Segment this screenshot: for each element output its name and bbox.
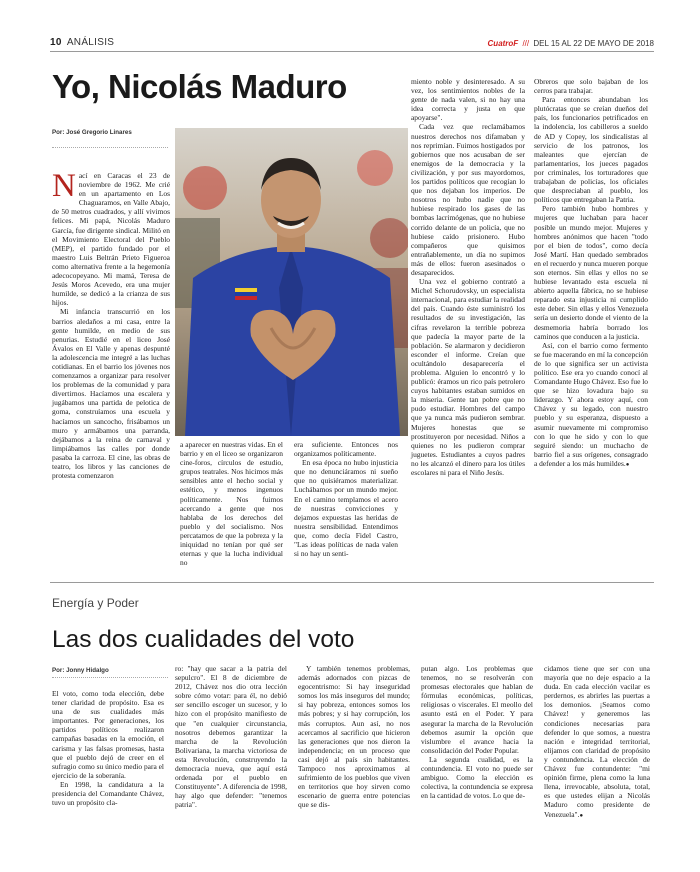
article2-column-4	[421, 664, 533, 800]
end-mark: ●	[579, 812, 584, 819]
article-column-4	[411, 77, 525, 477]
article2-column-2	[175, 664, 287, 810]
article-title: Yo, Nicolás Maduro	[52, 68, 347, 105]
header-slashes: ///	[522, 39, 530, 48]
paragraph: ro: "hay que sacar a la patria del sepulcro". El 8 de diciembre de 2012, Chávez nos dio otra lección sobre cómo votar: para él, no debió ser sencillo escoger un sucesor, y lo hizo con el propósito manifiesto de que "en cualquier circunstancia, nosotros debemos garantizar la marcha de la Revolución Bolivariana, la marcha victoriosa de esta Revolución, construyendo la democracia nueva, que aquí está ordenada por el pueblo en Constituyente". A diferencia de 1998, hay algo que defender: "tenemos patria".	[175, 664, 287, 810]
photo-illustration	[175, 128, 408, 436]
newspaper-logo: CuatroF	[487, 39, 519, 48]
article2-column-5	[544, 664, 650, 821]
paragraph: Una vez el gobierno contrató a Michel Schorudovsky, un especialista internacional, para estudiar la realidad del país. Cuando éste suministró los resultados de su investigación, las cifras revelaron la terrible pobreza que padecía la mayor parte de la población. Se alarmaron y decidieron esconder el informe. Creían que ocultándolo desaparecería el problema. Alguien lo encontró y lo publicó: éramos un rico país petrolero cuyos habitantes estaban sumidos en la miseria. Gente tan pobre que no pudo estudiar. Hombres del campo que ya nunca más pudieron sembrar. Mujeres honestas que se prostituyeron por necesidad. Niños a quienes no les pudieron comprar juguetes. Estudiantes a cuyos padres no les alcanzó el dinero para los útiles escolares ni para el Niño Jesús.	[411, 277, 525, 478]
article-column-5	[534, 77, 648, 470]
paragraph: putan algo. Los problemas que tenemos, no se resolverán con promesas electorales que hablan de fórmulas económicas, políticas, religiosas o viscerales. El meollo del asunto está en el Poder. Y para asegurar la marcha de la Revolución debemos asumir la opción que vislumbre el avance hacia la consolidación del Poder Popular.	[421, 664, 533, 755]
section-separator	[50, 582, 654, 583]
header-rule	[50, 51, 654, 52]
paragraph: Mi infancia transcurrió en los barrios aledaños a mi casa, entre la gente humilde, en medio de sus penurias. Estudié en el liceo José Ávalos en El Valle y apenas despunté la adolescencia me integré a las luchas cotidianas. En el barrio los jóvenes nos comenzamos a organizar para resolver los problemas de la comunidad y para divertirnos. Hacíamos una escalera y jugábamos una partida de pelotica de goma, construíamos una escuela y hacíamos un sancocho, frisábamos un muro y armábamos una parranda, dejábamos a la reina de carnaval y limpiábamos las calles por donde pasaba la carroza. El cine, las obras de teatro, los libros y las canciones de protesta comenzaron	[52, 307, 170, 481]
paragraph: Pero también hubo hombres y mujeres que luchaban para hacer posible un mundo mejor. Mujeres y hombres anónimos que hacen "todo por el bien de todos", como decía José Martí. Han quedado sembrados en el recuerdo y nunca mueren porque son eternos. Sin ellas y ellos no se hubiese levantado esta escuela ni abierto aquella fábrica, no se hubiese reparado esta injusticia ni cumplido este deber. Sin ellas y ellos Venezuela sería un desierto donde el viento de la desmemoria habría borrado los caminos que conducen a la justicia.	[534, 204, 648, 341]
byline-rule	[52, 147, 168, 148]
paragraph: En 1998, la candidatura a la presidencia del Comandante Chávez, tuvo un propósito cla-	[52, 779, 164, 808]
paragraph: Así, con el barrio como fermento se fue macerando en mí la concepción de lo que significa ser un activista político. Ese era yo cuando conocí al Comandante Hugo Chávez. Eso fue lo que se hizo lovadura bajo su liderazgo. Y ahora estoy aquí, con Chávez y su legado, con nuestro pueblo y su esperanza, dispuesto a asumir nuevamente mi compromiso con lo que he sido y con lo que seguiré siendo: un muchacho de barrio fiel a sus orígenes, consagrado a defender a los más humildes.	[534, 340, 649, 468]
article-byline: Por: José Gregorio Linares	[52, 129, 132, 136]
article2-column-1	[52, 689, 164, 807]
page-number: 10	[50, 37, 62, 48]
page-header-left	[50, 37, 114, 48]
article-title-2: Las dos cualidades del voto	[52, 626, 355, 653]
paragraph: Obreros que solo bajaban de los cerros para trabajar.	[534, 77, 648, 96]
section-name: ANÁLISIS	[66, 37, 115, 48]
article-column-1	[52, 168, 170, 481]
paragraph: El voto, como toda elección, debe tener claridad de propósito. Esa es una de sus cualidades más importantes. Por generaciones, los partidos políticos realizaron campañas basadas en la emoción, el carisma y las falsas promesas, hasta que el pueblo dejó de creer en el sufragio como su único medio para el ejercicio de la soberanía.	[52, 689, 164, 780]
section-kicker: Energía y Poder	[52, 596, 139, 610]
article-photo	[175, 128, 408, 436]
article-column-3	[294, 440, 398, 558]
article2-column-3	[298, 664, 410, 810]
paragraph: cidamos tiene que ser con una mayoría que no deje espacio a la duda. En cada elección vacilar es perdernos, es abrirles las puertas a los demonios. ¡Seamos como Chávez! y generemos las condiciones necesarias para defender lo que somos, a nuestra nación e integridad territorial, elijamos con claridad de propósito y contundencia. La elección de Chávez fue contundente: "mi opinión firme, plena como la luna llena, irrevocable, absoluta, total, es que ustedes elijan a Nicolás Maduro como presidente de Venezuela".	[544, 664, 650, 819]
paragraph: En esa época no hubo injusticia que no denunciáramos ni sueño que no quisiéramos materializar. Luchábamos por un mundo mejor. En el camino templamos el acero de nuestras convicciones y dejamos expuestas las heridas de nuestra sensibilidad. Entendimos que, como decía Fidel Castro, "Las ideas políticas de nada valen si no hay un senti-	[294, 458, 398, 559]
paragraph: miento noble y desinteresado. A su vez, los sentimientos nobles de la gente de nada valen, si no hay una idea correcta y justa en que apoyarse".	[411, 77, 525, 123]
paragraph: era suficiente. Entonces nos organizamos políticamente.	[294, 440, 398, 459]
paragraph: a aparecer en nuestras vidas. En el barrio y en el liceo se organizaron cine-foros, círculos de estudio, grupos teatrales. Nos hicimos más sensibles ante el hecho social y estético, y menos ingenuos políticamente. Nos fuimos acercando a gente que nos hablaba de los derechos del pueblo y del socialismo. Nos percatamos de que la pobreza y la iniquidad no tenían por qué ser eternas y que la lucha individual no	[180, 440, 283, 568]
page-header-right	[488, 39, 654, 48]
paragraph: ací en Caracas el 23 de noviembre de 1962. Me crié en un apartamento en Los Chaguaramos, en Valle Abajo, de 50 metros cuadrados, y allí vivimos felices. Mi papá, Nicolás Maduro García, fue dirigente sindical. Militó en el Movimiento Electoral del Pueblo (MEP), el partido fundado por el maestro Luis Beltrán Prieto Figueroa como alternativa frente a la hegemonía adecocopeyano. Mi mamá, Teresa de Jesús Moros Acevedo, era una mujer humilde, se dedicó a la crianza de sus hijos.	[52, 171, 170, 308]
paragraph: La segunda cualidad, es la contundencia. El voto no puede ser ambiguo. Como la elección es colectiva, la contundencia se expresa en la cantidad de votos. Lo que de-	[421, 754, 533, 801]
article-column-2	[180, 440, 283, 567]
drop-cap: N	[52, 168, 76, 204]
article-byline-2: Por: Jonny Hidalgo	[52, 667, 109, 674]
paragraph: Y también tenemos problemas, además adornados con pizcas de egocentrismo: Si hay inseguridad somos los más inseguros del mundo; si hay pobreza, entonces somos los más pobres; y si hay corrupción, los más corruptos. Aun así, no nos acercamos al sacrificio que hicieron las generaciones que nos dieron la independencia; en un proceso que casi dejó al país sin habitantes. Tampoco nos aproximamos al sufrimiento de los pueblos que viven en territorios que hoy sirven como escenario de guerra entre potencias que se dis-	[298, 664, 410, 810]
issue-date: DEL 15 AL 22 DE MAYO DE 2018	[533, 39, 654, 48]
end-mark: ●	[625, 461, 630, 468]
paragraph: Cada vez que reclamábamos nuestros derechos nos difamaban y nos reprimían. Fuimos hostigados por gobiernos que nos acusaban de ser enemigos de la democracia y la civilización, y por sus mayordomos, los partidos políticos que recogían lo que nos dejaban los imperios. De nosotros no hubo nadie que no hubiese respirado los gases de las bombas lacrimógenas, que no hubiese corrido delante de un policía, que no hubiese caído prisionero. Hubo compañeros que quisimos entrañablemente, un día no supimos más de ellos: fueron asesinados o desaparecidos.	[411, 122, 525, 277]
byline-rule	[52, 677, 168, 678]
paragraph: Para entonces abundaban los plutócratas que se creían dueños del país, los funcionarios petrificados en la indolencia, los cabilleros a sueldo de AD y Copey, los sindicalistas al servicio de los patronos, los maleantes que ejercían de parlamentarios, los jueces pagados por criminales, los torturadores que trabajaban de policías, los oficiales que despreciaban al pueblo, los políticos que entregaban la Patria.	[534, 95, 648, 205]
